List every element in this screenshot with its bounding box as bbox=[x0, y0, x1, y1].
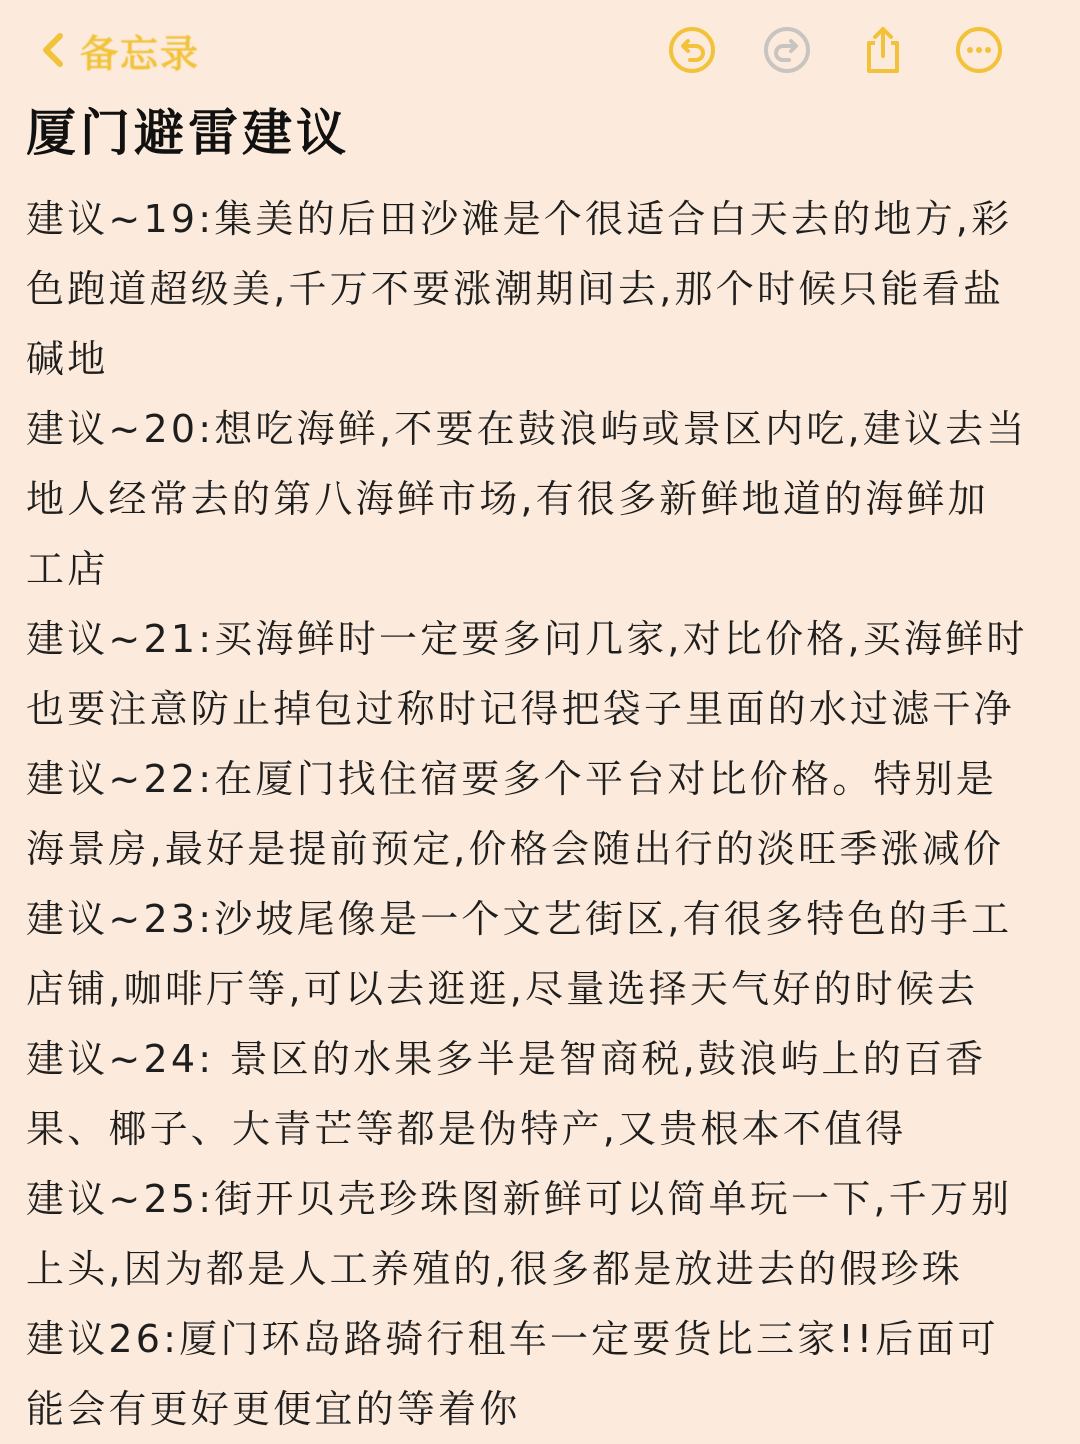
note-line: 能会有更好更便宜的等着你 bbox=[26, 1387, 521, 1431]
note-line: 建议~24: 景区的水果多半是智商税,鼓浪屿上的百香 bbox=[26, 1037, 987, 1081]
note-title[interactable]: 厦门避雷建议 bbox=[26, 104, 350, 162]
note-line: 建议~23:沙坡尾像是一个文艺街区,有很多特色的手工 bbox=[26, 897, 1013, 941]
chevron-left-icon bbox=[36, 28, 70, 72]
note-line: 建议~22:在厦门找住宿要多个平台对比价格。特别是 bbox=[26, 757, 997, 801]
note-line: 建议~21:买海鲜时一定要多问几家,对比价格,买海鲜时 bbox=[26, 617, 1028, 661]
undo-icon bbox=[667, 25, 717, 75]
back-label: 备忘录 bbox=[80, 31, 201, 76]
note-line: 店铺,咖啡厅等,可以去逛逛,尽量选择天气好的时候去 bbox=[26, 967, 979, 1011]
redo-button[interactable] bbox=[761, 24, 813, 76]
note-line: 建议~25:街开贝壳珍珠图新鲜可以简单玩一下,千万别 bbox=[26, 1177, 1013, 1221]
back-button[interactable] bbox=[36, 22, 200, 78]
note-line: 果、椰子、大青芒等都是伪特产,又贵根本不值得 bbox=[26, 1107, 907, 1151]
note-line: 也要注意防止掉包过称时记得把袋子里面的水过滤干净 bbox=[26, 687, 1015, 731]
note-line: 工店 bbox=[26, 547, 109, 591]
note-line: 建议~20:想吃海鲜,不要在鼓浪屿或景区内吃,建议去当 bbox=[26, 407, 1028, 451]
redo-icon bbox=[762, 25, 812, 75]
note-body[interactable] bbox=[26, 184, 1066, 1444]
note-line: 地人经常去的第八海鲜市场,有很多新鲜地道的海鲜加 bbox=[26, 477, 989, 521]
share-button[interactable] bbox=[857, 24, 909, 76]
note-line: 海景房,最好是提前预定,价格会随出行的淡旺季涨减价 bbox=[26, 827, 1005, 871]
more-button[interactable] bbox=[953, 24, 1005, 76]
note-line: 色跑道超级美,千万不要涨潮期间去,那个时候只能看盐 bbox=[26, 267, 1005, 311]
more-icon bbox=[954, 25, 1004, 75]
undo-button[interactable] bbox=[666, 24, 718, 76]
note-line: 上头,因为都是人工养殖的,很多都是放进去的假珍珠 bbox=[26, 1247, 963, 1291]
note-line: 建议26:厦门环岛路骑行租车一定要货比三家!!后面可 bbox=[26, 1317, 999, 1361]
note-line: 建议~19:集美的后田沙滩是个很适合白天去的地方,彩 bbox=[26, 197, 1013, 241]
top-toolbar bbox=[0, 0, 1080, 100]
note-line: 碱地 bbox=[26, 337, 109, 381]
share-icon bbox=[858, 25, 908, 75]
